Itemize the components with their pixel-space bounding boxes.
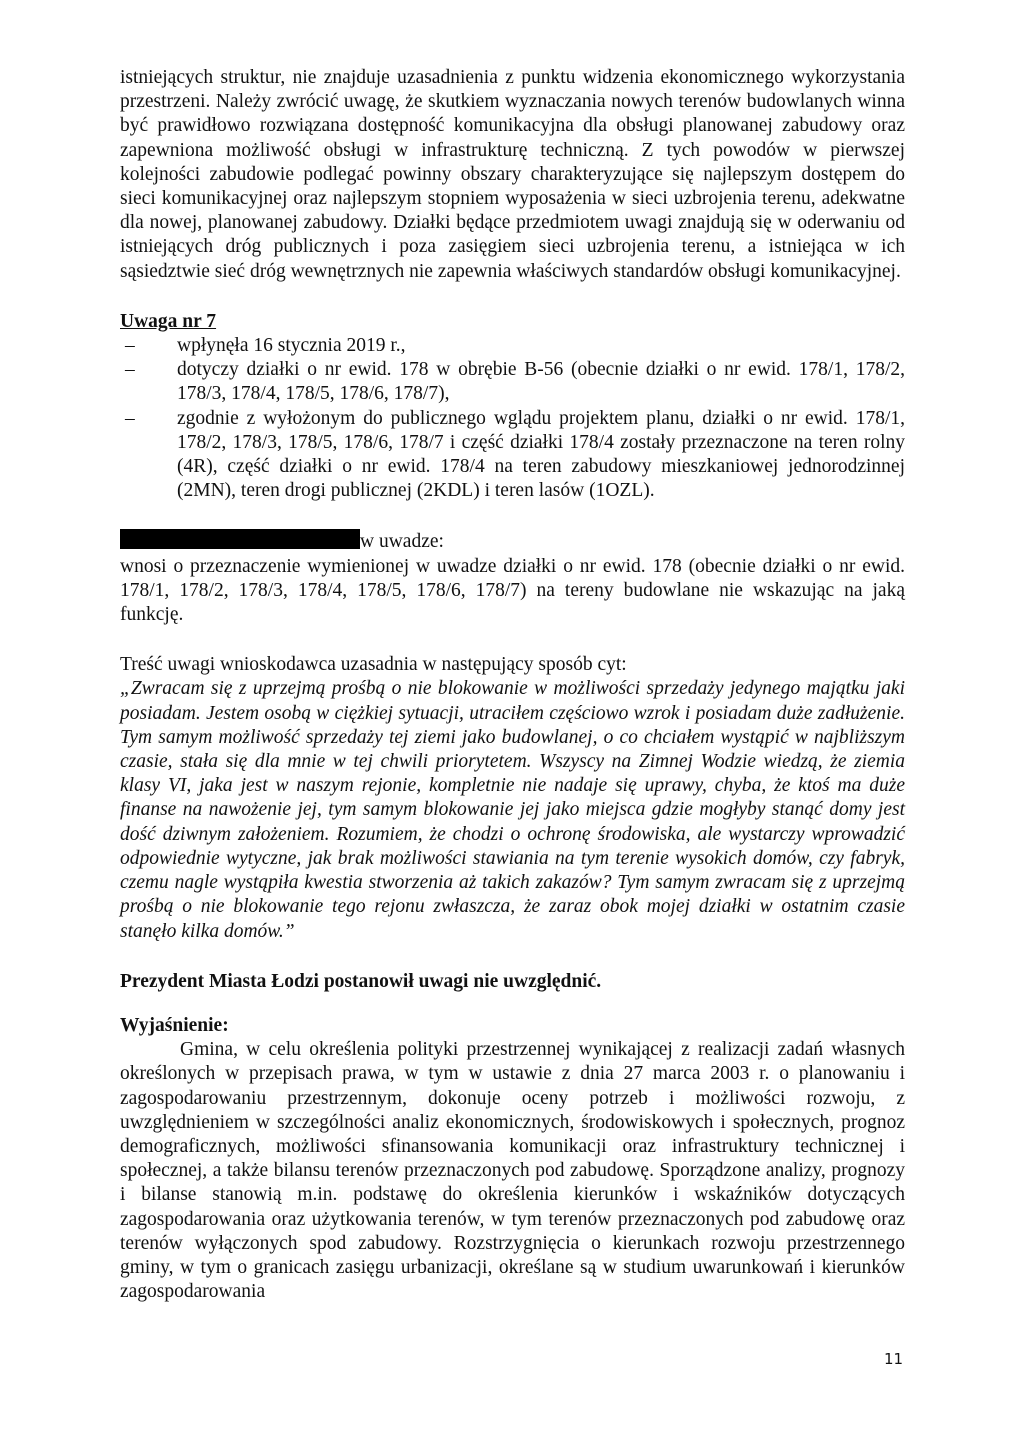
list-item	[120, 407, 905, 504]
list-item	[120, 358, 905, 406]
redacted-author-line	[120, 529, 905, 554]
intro-paragraph: istniejących struktur, nie znajduje uzasadnienia z punktu widzenia ekonomicznego wykorzystania przestrzeni. Należy zwrócić uwagę, że skutkiem wyznaczania nowych terenów budowlanych winna być prawidłowo rozwiązana dostępność komunikacyjna dla obsługi planowanej zabudowy oraz zapewniona możliwość obsługi w infrastrukturę techniczną. Z tych powodów w pierwszej kolejności zabudowie podlegać powinny obszary charakteryzujące się najlepszym dostępem do sieci komunikacyjnej oraz najlepszym stopniem wyposażenia w sieci uzbrojenia terenu, adekwatne dla nowej, planowanej zabudowy. Działki będące przedmiotem uwagi znajdują się w oderwaniu od istniejących dróg publicznych i poza zasięgiem sieci uzbrojenia terenu, a istniejąca w ich sąsiedztwie sieć dróg wewnętrznych nie zapewnia właściwych standardów obsługi komunikacyjnej.	[120, 67, 905, 282]
document-page	[120, 66, 905, 1304]
redaction-bar	[120, 529, 360, 549]
list-item-text: wpłynęła 16 stycznia 2019 r.,	[177, 335, 406, 357]
dash-bullet: –	[125, 335, 135, 357]
list-item-text: zgodnie z wyłożonym do publicznego wglądu projektem planu, działki o nr ewid. 178/1, 178/2, 178/3, 178/5, 178/6, 178/7 i część działki 178/4 zostały przeznaczone na teren rolny (4R), część działki o nr ewid. 178/4 na teren zabudowy mieszkaniowej jednorodzinnej (2MN), teren drogi publicznej (2KDL) i teren lasów (1OZL).	[177, 407, 905, 502]
list-item	[120, 334, 905, 358]
justification-intro: Treść uwagi wnioskodawca uzasadnia w następujący sposób cyt:	[120, 654, 627, 676]
dash-bullet: –	[125, 407, 135, 429]
request-suffix: w uwadze:	[360, 531, 444, 553]
explanation-text: Gmina, w celu określenia polityki przestrzennej wynikającej z realizacji zadań własnych określonych w przepisach prawa, w tym w ustawie z dnia 27 marca 2003 r. o planowaniu i zagospodarowaniu przestrzennym, dokonuje oceny potrzeb i możliwości rozwoju, z uwzględnieniem w szczególności analiz ekonomicznych, środowiskowych i społecznych, prognoz demograficznych, możliwości sfinansowania komunikacji oraz infrastruktury technicznej i społecznej, a także bilansu terenów przeznaczonych pod zabudowę. Sporządzone analizy, prognozy i bilanse stanowią m.in. podstawę do określenia kierunków i wskaźników dotyczących zagospodarowania oraz użytkowania terenów, w tym terenów przeznaczonych pod zabudowę oraz terenów wyłączonych spod zabudowy. Rozstrzygnięcia o kierunkach rozwoju przestrzennego gminy, w tym o granicach zasięgu urbanizacji, określane są w studium uwarunkowań i kierunków zagospodarowania	[120, 1039, 905, 1303]
request-text: wnosi o przeznaczenie wymienionej w uwadze działki o nr ewid. 178 (obecnie działki o nr ewid. 178/1, 178/2, 178/3, 178/4, 178/5, 178/6, 178/7) na tereny budowlane nie wskazując na jaką funkcję.	[120, 555, 905, 626]
page-number: 11	[884, 1350, 904, 1368]
remark-heading: Uwaga nr 7	[120, 310, 217, 332]
list-item-text: dotyczy działki o nr ewid. 178 w obrębie B-56 (obecnie działki o nr ewid. 178/1, 178/2, 178/3, 178/4, 178/5, 178/6, 178/7),	[177, 359, 905, 405]
applicant-quote: „Zwracam się z uprzejmą prośbą o nie blokowanie w możliwości sprzedaży jedynego majątku jaki posiadam. Jestem osobą w ciężkiej sytuacji, utraciłem częściowo wzrok i posiadam duże zadłużenie. Tym samym możliwość sprzedaży tej ziemi jako budowlanej, o co chciałem wystąpić w najbliższym czasie, stała się dla mnie w tej chwili priorytetem. Wszyscy na Zimnej Wodzie wiedzą, że ziemia klasy VI, jaka jest w naszym rejonie, kompletnie nie nadaje się uprawy, chyba, że ktoś ma duże finanse na nawożenie jej, tym samym blokowanie jej jako miejsca gdzie mogłyby stanąć domy jest dość dziwnym założeniem. Rozumiem, że chodzi o ochronę środowiska, ale wystarczy wprowadzić odpowiednie wytyczne, jak brak możliwości stawiania na tym terenie wysokich domów, czy fabryk, czemu nagle wystąpiła kwestia stworzenia aż takich zakazów? Tym samym zwracam się z uprzejmą prośbą o nie blokowanie tego rejonu zwłaszcza, że zaraz obok mojej działki w ostatnim czasie stanęło kilka domów.”	[120, 678, 905, 942]
explanation-heading: Wyjaśnienie:	[120, 1014, 229, 1036]
remark-details-list	[120, 334, 905, 503]
decision-statement: Prezydent Miasta Łodzi postanowił uwagi nie uwzględnić.	[120, 970, 602, 992]
dash-bullet: –	[125, 359, 135, 381]
